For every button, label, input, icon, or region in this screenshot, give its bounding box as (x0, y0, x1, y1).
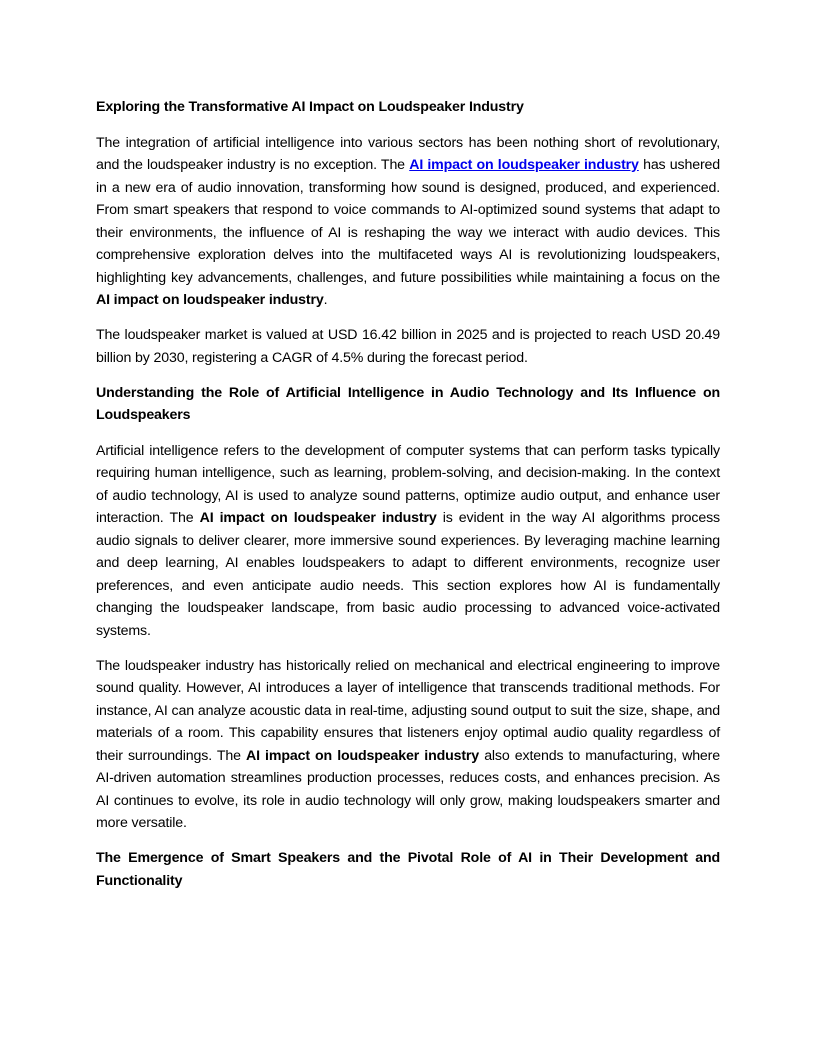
intro-bold-phrase: AI impact on loudspeaker industry (96, 292, 324, 308)
ai-definition-bold-phrase: AI impact on loudspeaker industry (199, 510, 437, 526)
ai-definition-text-1: Artificial intelligence refers to the development of computer systems that can perform tasks typically requiring human intelligence, such as learning, problem-solving, and decision-making. In the context of audio technology, AI is used to analyze sound patterns, optimize audio output, and enhance user interaction. The (96, 442, 720, 526)
intro-text-2: has ushered in a new era of audio innovation, transforming how sound is designed, produced, and experienced. From smart speakers that respond to voice commands to AI-optimized sound systems that adapt to their environments, the influence of AI is reshaping the way we interact with audio devices. This comprehensive exploration delves into the multifaceted ways AI is revolutionizing loudspeakers, highlighting key advancements, challenges, and future possibilities while maintaining a focus on the (96, 157, 721, 286)
intro-paragraph (96, 132, 720, 312)
history-paragraph (96, 655, 720, 835)
ai-definition-paragraph (96, 440, 720, 643)
intro-text-1: The integration of artificial intelligence into various sectors has been nothing short of revolutionary, and the loudspeaker industry is no exception. The (96, 134, 720, 173)
ai-impact-link[interactable]: AI impact on loudspeaker industry (409, 157, 639, 173)
history-text-2: also extends to manufacturing, where AI-driven automation streamlines production processes, reduces costs, and enhances precision. As AI continues to evolve, its role in audio technology will only grow, making loudspeakers smarter and more versatile. (96, 747, 720, 831)
intro-text-3: . (323, 292, 328, 308)
section-heading-smart-speakers: The Emergence of Smart Speakers and the Pivotal Role of AI in Their Development and Functionality (96, 850, 720, 889)
document-title: Exploring the Transformative AI Impact on Loudspeaker Industry (96, 99, 524, 115)
history-bold-phrase: AI impact on loudspeaker industry (246, 747, 480, 764)
document-page (96, 96, 720, 905)
ai-definition-text-2: is evident in the way AI algorithms process audio signals to deliver clearer, more immersive sound experiences. By leveraging machine learning and deep learning, AI enables loudspeakers to adapt to different environments, recognize user preferences, and even anticipate audio needs. This section explores how AI is fundamentally changing the loudspeaker landscape, from basic audio processing to advanced voice-activated systems. (96, 510, 720, 639)
section-heading-ai-role: Understanding the Role of Artificial Intelligence in Audio Technology and Its Influence on Loudspeakers (96, 384, 720, 423)
history-text-1: The loudspeaker industry has historically relied on mechanical and electrical engineering to improve sound quality. However, AI introduces a layer of intelligence that transcends traditional methods. For instance, AI can analyze acoustic data in real-time, adjusting sound output to suit the size, shape, and materials of a room. This capability ensures that listeners enjoy optimal audio quality regardless of their surroundings. The (96, 657, 720, 764)
market-paragraph: The loudspeaker market is valued at USD 16.42 billion in 2025 and is projected to reach USD 20.49 billion by 2030, registering a CAGR of 4.5% during the forecast period. (96, 327, 720, 366)
